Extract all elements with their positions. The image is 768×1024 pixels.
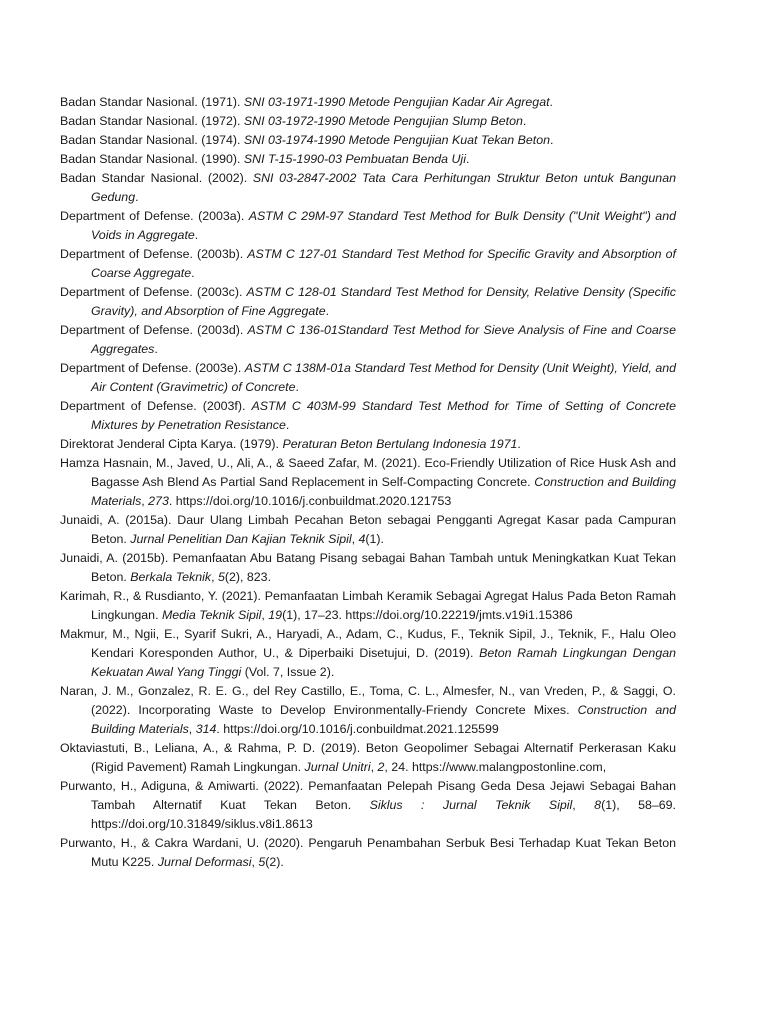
reference-text: , 24. https://www.malangpostonline.com, xyxy=(384,760,607,774)
reference-text: . xyxy=(194,228,199,242)
reference-text: Karimah, R., & Rusdianto, Y. (2021). Pemanfaatan Limbah Keramik Sebagai Agregat Halus Pada Beton Ramah Lingkungan. xyxy=(60,589,676,622)
reference-text: , xyxy=(141,494,149,508)
reference-italic-text: SNI T-15-1990-03 Pembuatan Benda Uji xyxy=(243,152,466,166)
reference-entry xyxy=(60,777,676,834)
reference-italic-text: ASTM C 136-01Standard Test Method for Sieve Analysis of Fine and Coarse Aggregates xyxy=(91,323,676,356)
reference-italic-text: Siklus : Jurnal Teknik Sipil xyxy=(369,798,573,812)
reference-text: Oktaviastuti, B., Leliana, A., & Rahma, P. D. (2019). Beton Geopolimer Sebagai Alternatif Perkerasan Kaku (Rigid Pavement) Ramah Lingkungan. xyxy=(60,741,676,774)
reference-entry xyxy=(60,93,676,112)
reference-text: Makmur, M., Ngii, E., Syarif Sukri, A., Haryadi, A., Adam, C., Kudus, F., Teknik Sipil, J., Teknik, F., Halu Oleo Kendari Koresponden Author, U., & Diperbaiki Disetujui, D. (2019). xyxy=(60,627,676,660)
reference-text: (Vol. 7, Issue 2). xyxy=(241,665,335,679)
reference-text: Hamza Hasnain, M., Javed, U., Ali, A., & Saeed Zafar, M. (2021). Eco-Friendly Utilization of Rice Husk Ash and Bagasse Ash Blend As Partial Sand Replacement in Self-Compacting Concrete. xyxy=(60,456,676,489)
reference-entry xyxy=(60,359,676,397)
reference-entry xyxy=(60,283,676,321)
reference-text: , xyxy=(370,760,378,774)
reference-italic-text: ASTM C 403M-99 Standard Test Method for Time of Setting of Concrete Mixtures by Penetration Resistance xyxy=(91,399,676,432)
reference-text: (1), 17–23. https://doi.org/10.22219/jmts.v19i1.15386 xyxy=(282,608,573,622)
reference-italic-text: Construction and Building Materials xyxy=(91,475,676,508)
reference-text: Badan Standar Nasional. (1972). xyxy=(60,114,244,128)
reference-entry xyxy=(60,150,676,169)
reference-text: Purwanto, H., Adiguna, & Amiwarti. (2022). Pemanfaatan Pelepah Pisang Geda Desa Jejawi Sebagai Bahan Tambah Alternatif Kuat Tekan Beton. xyxy=(60,779,676,812)
reference-text: (2), 823. xyxy=(224,570,272,584)
reference-italic-text: Media Teknik Sipil xyxy=(161,608,262,622)
reference-text: Badan Standar Nasional. (2002). xyxy=(60,171,253,185)
reference-text: Department of Defense. (2003e). xyxy=(60,361,245,375)
reference-entry xyxy=(60,245,676,283)
reference-text: , xyxy=(261,608,269,622)
reference-entry xyxy=(60,549,676,587)
reference-text: , xyxy=(188,722,196,736)
reference-entry xyxy=(60,834,676,872)
reference-text: . xyxy=(295,380,299,394)
reference-text: . https://doi.org/10.1016/j.conbuildmat.2020.121753 xyxy=(168,494,452,508)
reference-entry xyxy=(60,207,676,245)
reference-italic-text: SNI 03-1972-1990 Metode Pengujian Slump Beton xyxy=(243,114,523,128)
reference-text: , xyxy=(351,532,359,546)
reference-italic-text: Peraturan Beton Bertulang Indonesia 1971 xyxy=(282,437,518,451)
reference-text: . xyxy=(135,190,139,204)
reference-text: . xyxy=(517,437,521,451)
reference-text: Department of Defense. (2003a). xyxy=(60,209,249,223)
reference-text: Junaidi, A. (2015b). Pemanfaatan Abu Batang Pisang sebagai Bahan Tambah untuk Meningkatkan Kuat Tekan Beton. xyxy=(60,551,676,584)
reference-entry xyxy=(60,112,676,131)
reference-italic-text: 5 xyxy=(217,570,225,584)
reference-list xyxy=(60,93,676,872)
reference-text: Purwanto, H., & Cakra Wardani, U. (2020). Pengaruh Penambahan Serbuk Besi Terhadap Kuat Tekan Beton Mutu K225. xyxy=(60,836,676,869)
reference-italic-text: ASTM C 127-01 Standard Test Method for Specific Gravity and Absorption of Coarse Aggregate xyxy=(91,247,676,280)
reference-italic-text: Jurnal Deformasi xyxy=(157,855,252,869)
reference-text: (1), 58–69. https://doi.org/10.31849/siklus.v8i1.8613 xyxy=(91,798,676,831)
reference-italic-text: Construction and Building Materials xyxy=(91,703,676,736)
reference-italic-text: Berkala Teknik xyxy=(130,570,212,584)
reference-text: Badan Standar Nasional. (1971). xyxy=(60,95,244,109)
reference-text: , xyxy=(251,855,259,869)
reference-entry xyxy=(60,511,676,549)
reference-italic-text: Beton Ramah Lingkungan Dengan Kekuatan Awal Yang Tinggi xyxy=(91,646,676,679)
reference-text: Direktorat Jenderal Cipta Karya. (1979). xyxy=(60,437,283,451)
reference-text: . xyxy=(191,266,195,280)
reference-italic-text: ASTM C 29M-97 Standard Test Method for Bulk Density ("Unit Weight") and Voids in Aggregate xyxy=(91,209,676,242)
reference-text: Junaidi, A. (2015a). Daur Ulang Limbah Pecahan Beton sebagai Pengganti Agregat Kasar pada Campuran Beton. xyxy=(60,513,676,546)
reference-entry xyxy=(60,739,676,777)
reference-italic-text: 8 xyxy=(594,798,602,812)
reference-text: (1). xyxy=(365,532,384,546)
reference-entry xyxy=(60,682,676,739)
reference-text: Department of Defense. (2003d). xyxy=(60,323,248,337)
reference-text: . xyxy=(550,133,554,147)
reference-text: . xyxy=(285,418,290,432)
reference-text: , xyxy=(211,570,218,584)
reference-text: . xyxy=(549,95,553,109)
reference-italic-text: Jurnal Penelitian Dan Kajian Teknik Sipil xyxy=(130,532,352,546)
reference-text: . xyxy=(325,304,330,318)
reference-entry xyxy=(60,625,676,682)
reference-entry xyxy=(60,435,676,454)
reference-text: Badan Standar Nasional. (1974). xyxy=(60,133,244,147)
reference-text: Badan Standar Nasional. (1990). xyxy=(60,152,244,166)
reference-text: . xyxy=(522,114,527,128)
reference-text: Department of Defense. (2003c). xyxy=(60,285,247,299)
reference-italic-text: SNI 03-1971-1990 Metode Pengujian Kadar Air Agregat xyxy=(243,95,550,109)
reference-entry xyxy=(60,321,676,359)
reference-entry xyxy=(60,587,676,625)
reference-entry xyxy=(60,131,676,150)
reference-text: . xyxy=(154,342,158,356)
reference-entry xyxy=(60,397,676,435)
reference-text: (2). xyxy=(265,855,284,869)
reference-italic-text: ASTM C 138M-01a Standard Test Method for Density (Unit Weight), Yield, and Air Content (Gravimetric) of Concrete xyxy=(91,361,676,394)
reference-italic-text: 2 xyxy=(377,760,385,774)
reference-text: Naran, J. M., Gonzalez, R. E. G., del Rey Castillo, E., Toma, C. L., Almesfer, N., van Vreden, P., & Saggi, O. (2022). Incorporating Waste to Develop Environmentally-Friendy Concrete Mixes. xyxy=(60,684,676,717)
reference-text: . xyxy=(465,152,470,166)
reference-italic-text: 314 xyxy=(195,722,217,736)
reference-italic-text: Jurnal Unitri xyxy=(304,760,371,774)
reference-italic-text: 5 xyxy=(258,855,266,869)
reference-italic-text: SNI 03-2847-2002 Tata Cara Perhitungan Struktur Beton untuk Bangunan Gedung xyxy=(91,171,676,204)
reference-text: Department of Defense. (2003f). xyxy=(60,399,252,413)
reference-italic-text: 19 xyxy=(268,608,283,622)
reference-text: Department of Defense. (2003b). xyxy=(60,247,248,261)
reference-italic-text: 273 xyxy=(148,494,169,508)
reference-italic-text: SNI 03-1974-1990 Metode Pengujian Kuat Tekan Beton xyxy=(243,133,551,147)
reference-entry xyxy=(60,169,676,207)
reference-italic-text: 4 xyxy=(358,532,366,546)
reference-text: . https://doi.org/10.1016/j.conbuildmat.2021.125599 xyxy=(216,722,499,736)
reference-text: , xyxy=(572,798,595,812)
reference-italic-text: ASTM C 128-01 Standard Test Method for Density, Relative Density (Specific Gravity), and Absorption of Fine Aggregate xyxy=(91,285,677,318)
reference-entry xyxy=(60,454,676,511)
